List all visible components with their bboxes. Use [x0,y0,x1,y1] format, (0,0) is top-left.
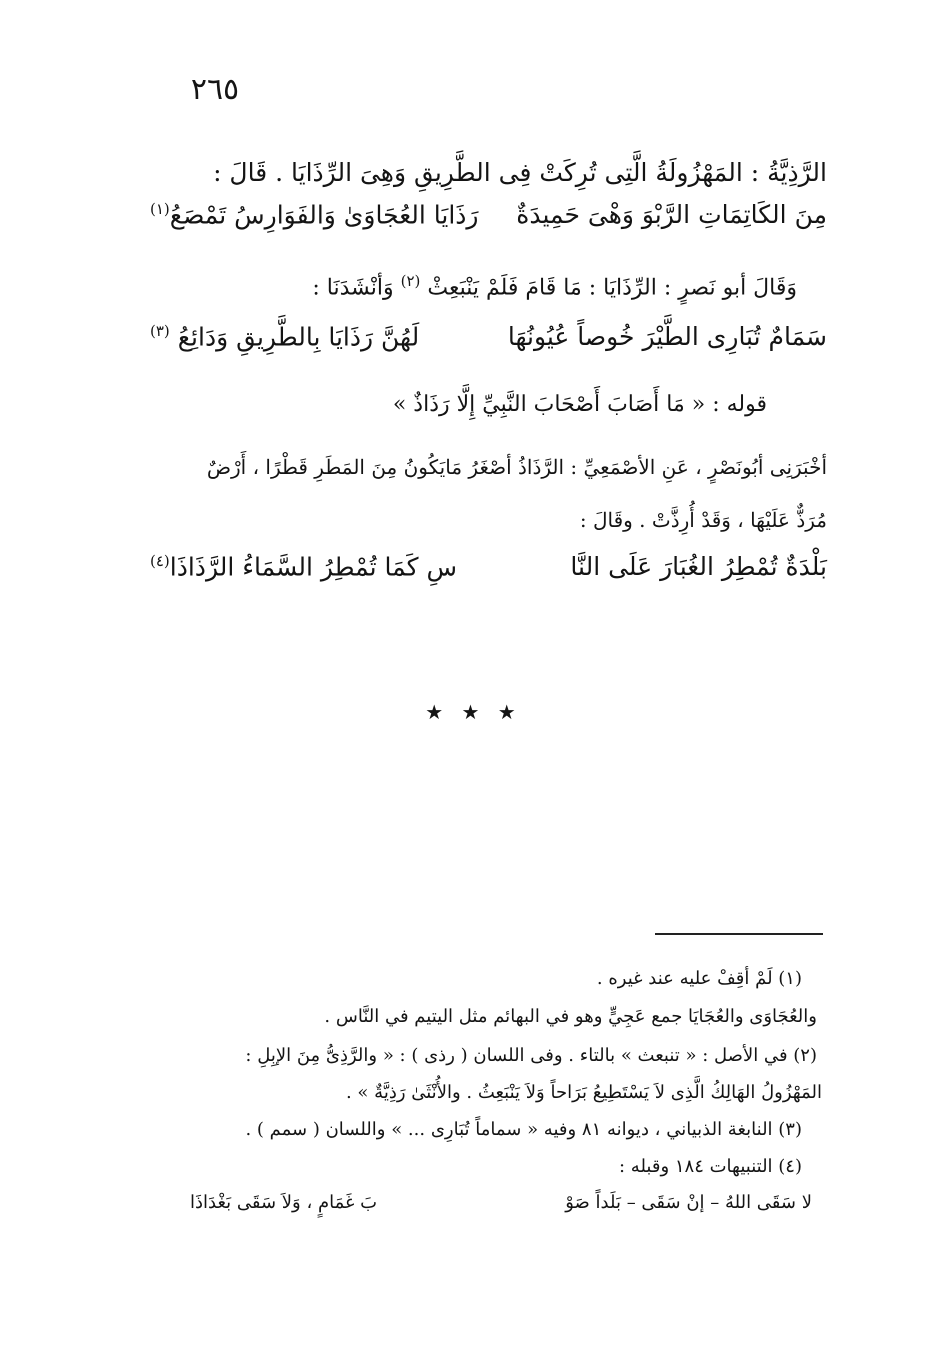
verse-hemistich: بَلْدَةٌ تُمْطِرُ الغُبَارَ عَلَى النَّا [570,552,827,582]
footnote: (٣) النابغة الذبياني ، ديوانه ٨١ وفيه « سماماً تُبَارِى ... » واللسان ( سمم ) . [245,1119,802,1140]
footnote: المَهْزُولُ الهَالِكُ الَّذِى لاَ يَسْتَطِيعُ بَرَاحاً وَلاَ يَنْبَعِثُ . والأُنْثَىٰ رَذِيَّةٌ » . [345,1082,822,1103]
verse-line [150,322,827,352]
verse-hemistich [150,200,479,230]
footnote: (٢) في الأصل : « تنبعث » بالتاء . وفى اللسان ( رذى ) : « والرَّذِىُّ مِنَ الإبِلِ : [245,1045,817,1066]
verse-text: رَذَايَا العُجَاوَىٰ وَالفَوَارِسُ تَمْصَعُ [169,200,479,230]
verse-text: سِ كَمَا تُمْطِرُ السَّمَاءُ الرَّذَاذَا [169,552,457,582]
footnote-verse [190,1192,812,1213]
verse-hemistich: سَمَامٌ تُبَارِى الطَّيْرَ خُوصاً عُيُونُهَا [507,322,827,352]
verse-line [150,200,827,230]
section-divider-stars: ★ ★ ★ [425,700,522,724]
verse-hemistich [150,552,457,582]
verse-line [150,552,827,582]
footnote-ref: (١) [150,200,170,218]
text-line [312,272,797,302]
footnote: (٤) التنبيهات ١٨٤ وقبله : [619,1156,802,1177]
verse-hemistich [150,322,419,352]
verse-text: لَهُنَّ رَذَايَا بِالطَّرِيقِ وَدَائِعُ [177,322,420,352]
footnote: والعُجَاوَى والعُجَايَا جمع عَجِيٍّ وهو في البهائم مثل اليتيم في النَّاس . [324,1006,817,1027]
verse-hemistich: بَ غَمَامٍ ، وَلاَ سَقَى بَغْدَاذَا [190,1192,378,1213]
verse-hemistich: مِنَ الكَاتِمَاتِ الرَّبْوَ وَهْىَ حَمِيدَةٌ [516,200,827,230]
footnote-ref: (٢) [400,272,421,290]
page-number: ٢٦٥ [190,72,240,107]
text-line: أخْبَرَنِى أبُونَصْرٍ ، عَنِ الأصْمَعِيِّ : الرَّذَاذُ أصْغَرُ مَايَكُونُ مِنَ المَطَرِ قَطْرًا ، أَرْضٌ [206,455,827,479]
text-line: قوله : « مَا أَصَابَ أَصْحَابَ النَّبِيِّ إِلَّا رَذَاذٌ » [392,392,767,417]
footnote-rule [655,933,823,935]
footnote: (١) لَمْ أقِفْ عليه عند غيره . [596,968,802,989]
text-line: الرَّذِيَّةُ : المَهْزُولَةُ الَّتِى تُرِكَتْ فِى الطَّرِيقِ وَهِىَ الرِّذَايَا . قَالَ : [213,158,827,187]
text-segment: وَقَالَ أبو نَصرٍ : الرِّذَايَا : مَا قَامَ فَلَمْ يَنْبَعِثْ [427,275,797,301]
footnote-ref: (٤) [150,552,170,570]
verse-hemistich: لا سَقَى اللهُ – إنْ سَقَى – بَلَداً صَوْ [565,1192,812,1213]
text-line: مُرَذٌّ عَلَيْهَا ، وَقَدْ أُرِذَّتْ . وقَالَ : [579,508,827,532]
text-segment: وَأنْشَدَنَا : [312,275,394,301]
footnote-ref: (٣) [150,322,170,340]
